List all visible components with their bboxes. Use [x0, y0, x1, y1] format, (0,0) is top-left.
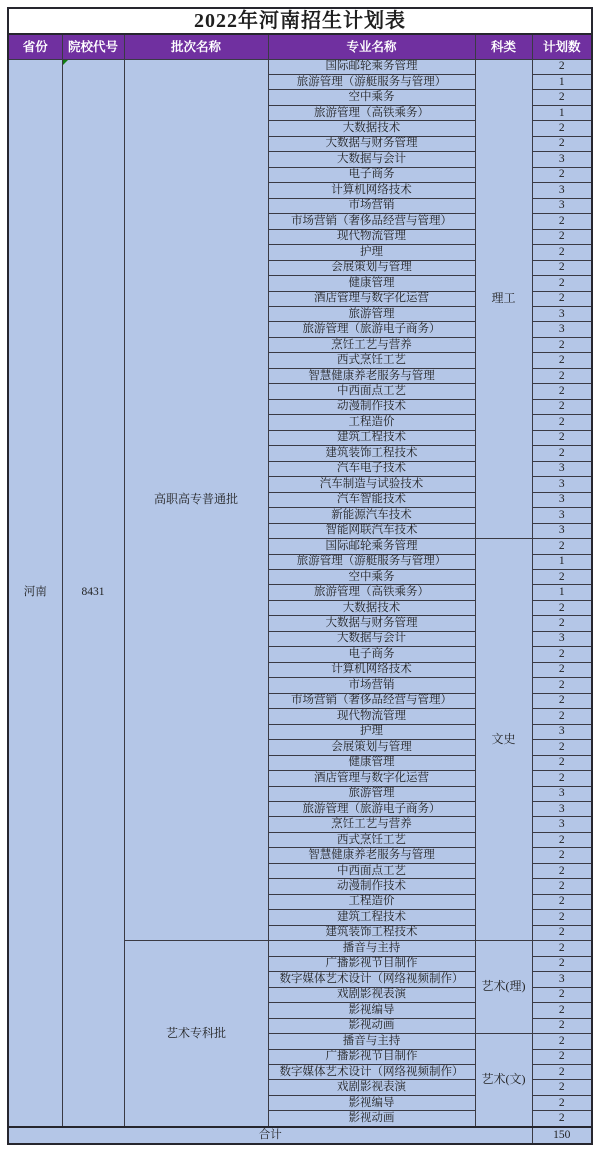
plan-count-cell: 3: [532, 817, 592, 832]
major-cell: 大数据技术: [268, 121, 475, 136]
major-cell: 国际邮轮乘务管理: [268, 539, 475, 554]
plan-count-cell: 2: [532, 121, 592, 136]
major-cell: 旅游管理（游艇服务与管理）: [268, 74, 475, 89]
major-cell: 播音与主持: [268, 1034, 475, 1049]
batch-cell: 艺术专科批: [124, 941, 268, 1127]
plan-count-cell: 3: [532, 322, 592, 337]
plan-count-cell: 2: [532, 1034, 592, 1049]
plan-count-cell: 2: [532, 229, 592, 244]
major-cell: 新能源汽车技术: [268, 508, 475, 523]
plan-count-cell: 2: [532, 539, 592, 554]
major-cell: 智能网联汽车技术: [268, 523, 475, 538]
plan-count-cell: 2: [532, 260, 592, 275]
major-cell: 影视编导: [268, 1095, 475, 1110]
column-header-category: 科类: [475, 34, 532, 59]
category-cell: 理工: [475, 59, 532, 539]
major-cell: 健康管理: [268, 276, 475, 291]
plan-count-cell: 2: [532, 1095, 592, 1110]
plan-count-cell: 2: [532, 941, 592, 956]
plan-count-cell: 2: [532, 430, 592, 445]
major-cell: 会展策划与管理: [268, 260, 475, 275]
major-cell: 智慧健康养老服务与管理: [268, 848, 475, 863]
major-cell: 现代物流管理: [268, 709, 475, 724]
plan-count-cell: 3: [532, 631, 592, 646]
major-cell: 中西面点工艺: [268, 384, 475, 399]
major-cell: 电子商务: [268, 647, 475, 662]
plan-count-cell: 1: [532, 554, 592, 569]
column-header-province: 省份: [8, 34, 62, 59]
plan-count-cell: 2: [532, 368, 592, 383]
plan-count-cell: 2: [532, 848, 592, 863]
plan-count-cell: 2: [532, 755, 592, 770]
column-header-major: 专业名称: [268, 34, 475, 59]
major-cell: 广播影视节目制作: [268, 956, 475, 971]
plan-count-cell: 2: [532, 245, 592, 260]
major-cell: 旅游管理（旅游电子商务）: [268, 802, 475, 817]
plan-count-cell: 2: [532, 415, 592, 430]
total-value-cell: 150: [532, 1127, 592, 1144]
plan-count-cell: 2: [532, 987, 592, 1002]
major-cell: 大数据技术: [268, 600, 475, 615]
batch-cell: 高职高专普通批: [124, 59, 268, 941]
major-cell: 大数据与会计: [268, 631, 475, 646]
major-cell: 西式烹饪工艺: [268, 353, 475, 368]
category-cell: 艺术(文): [475, 1034, 532, 1127]
plan-count-cell: 2: [532, 291, 592, 306]
major-cell: 影视动画: [268, 1111, 475, 1127]
major-cell: 国际邮轮乘务管理: [268, 59, 475, 74]
major-cell: 西式烹饪工艺: [268, 832, 475, 847]
major-cell: 动漫制作技术: [268, 399, 475, 414]
major-cell: 影视编导: [268, 1003, 475, 1018]
major-cell: 数字媒体艺术设计（网络视频制作）: [268, 1064, 475, 1079]
plan-count-cell: 3: [532, 508, 592, 523]
major-cell: 会展策划与管理: [268, 740, 475, 755]
major-cell: 健康管理: [268, 755, 475, 770]
plan-count-cell: 2: [532, 569, 592, 584]
major-cell: 戏剧影视表演: [268, 1080, 475, 1095]
major-cell: 智慧健康养老服务与管理: [268, 368, 475, 383]
major-cell: 计算机网络技术: [268, 662, 475, 677]
major-cell: 大数据与财务管理: [268, 136, 475, 151]
major-cell: 烹饪工艺与营养: [268, 817, 475, 832]
major-cell: 市场营销: [268, 198, 475, 213]
plan-count-cell: 2: [532, 1111, 592, 1127]
plan-count-cell: 2: [532, 910, 592, 925]
plan-count-cell: 3: [532, 786, 592, 801]
plan-count-cell: 2: [532, 925, 592, 940]
major-cell: 护理: [268, 245, 475, 260]
column-header-batch: 批次名称: [124, 34, 268, 59]
major-cell: 旅游管理: [268, 307, 475, 322]
plan-count-cell: 2: [532, 1003, 592, 1018]
major-cell: 工程造价: [268, 415, 475, 430]
major-cell: 建筑装饰工程技术: [268, 925, 475, 940]
major-cell: 烹饪工艺与营养: [268, 337, 475, 352]
major-cell: 空中乘务: [268, 569, 475, 584]
major-cell: 旅游管理: [268, 786, 475, 801]
total-label-cell: 合计: [8, 1127, 532, 1144]
plan-count-cell: 2: [532, 446, 592, 461]
major-cell: 市场营销: [268, 678, 475, 693]
major-cell: 工程造价: [268, 894, 475, 909]
plan-count-cell: 2: [532, 647, 592, 662]
province-cell: 河南: [8, 59, 62, 1127]
plan-count-cell: 3: [532, 307, 592, 322]
major-cell: 酒店管理与数字化运营: [268, 771, 475, 786]
major-cell: 中西面点工艺: [268, 863, 475, 878]
plan-count-cell: 3: [532, 152, 592, 167]
plan-count-cell: 2: [532, 59, 592, 74]
table-row: [8, 59, 592, 74]
major-cell: 大数据与会计: [268, 152, 475, 167]
plan-count-cell: 2: [532, 276, 592, 291]
plan-count-cell: 3: [532, 802, 592, 817]
major-cell: 市场营销（奢侈品经营与管理）: [268, 693, 475, 708]
major-cell: 建筑工程技术: [268, 910, 475, 925]
enrollment-plan-table: [7, 7, 593, 1145]
plan-count-cell: 2: [532, 740, 592, 755]
plan-count-cell: 3: [532, 724, 592, 739]
plan-count-cell: 2: [532, 399, 592, 414]
plan-count-cell: 2: [532, 600, 592, 615]
major-cell: 播音与主持: [268, 941, 475, 956]
major-cell: 空中乘务: [268, 90, 475, 105]
major-cell: 戏剧影视表演: [268, 987, 475, 1002]
major-cell: 旅游管理（高铁乘务）: [268, 105, 475, 120]
major-cell: 护理: [268, 724, 475, 739]
title-row: [8, 8, 592, 34]
plan-count-cell: 2: [532, 384, 592, 399]
plan-count-cell: 2: [532, 90, 592, 105]
plan-count-cell: 2: [532, 771, 592, 786]
plan-count-cell: 2: [532, 956, 592, 971]
plan-count-cell: 1: [532, 585, 592, 600]
total-row: [8, 1127, 592, 1144]
green-triangle-indicator: [63, 60, 68, 65]
column-header-row: [8, 34, 592, 59]
plan-count-cell: 2: [532, 214, 592, 229]
plan-count-cell: 2: [532, 616, 592, 631]
plan-count-cell: 2: [532, 1064, 592, 1079]
plan-count-cell: 2: [532, 167, 592, 182]
major-cell: 市场营销（奢侈品经营与管理）: [268, 214, 475, 229]
major-cell: 影视动画: [268, 1018, 475, 1033]
major-cell: 广播影视节目制作: [268, 1049, 475, 1064]
plan-count-cell: 2: [532, 136, 592, 151]
plan-count-cell: 3: [532, 492, 592, 507]
college-code-value: 8431: [81, 586, 105, 599]
category-cell: 文史: [475, 539, 532, 941]
page-title: 2022年河南招生计划表: [8, 8, 592, 34]
college-code-cell: [62, 59, 124, 1127]
major-cell: 建筑装饰工程技术: [268, 446, 475, 461]
plan-count-cell: 2: [532, 1049, 592, 1064]
plan-count-cell: 2: [532, 693, 592, 708]
plan-count-cell: 1: [532, 74, 592, 89]
plan-count-cell: 3: [532, 523, 592, 538]
major-cell: 电子商务: [268, 167, 475, 182]
major-cell: 建筑工程技术: [268, 430, 475, 445]
major-cell: 计算机网络技术: [268, 183, 475, 198]
major-cell: 现代物流管理: [268, 229, 475, 244]
major-cell: 汽车电子技术: [268, 461, 475, 476]
major-cell: 汽车智能技术: [268, 492, 475, 507]
plan-table-body: [8, 8, 592, 1144]
major-cell: 汽车制造与试验技术: [268, 477, 475, 492]
plan-count-cell: 3: [532, 461, 592, 476]
plan-count-cell: 2: [532, 353, 592, 368]
major-cell: 旅游管理（游艇服务与管理）: [268, 554, 475, 569]
plan-count-cell: 3: [532, 972, 592, 987]
plan-count-cell: 2: [532, 662, 592, 677]
major-cell: 动漫制作技术: [268, 879, 475, 894]
plan-count-cell: 2: [532, 863, 592, 878]
column-header-plan-count: 计划数: [532, 34, 592, 59]
major-cell: 数字媒体艺术设计（网络视频制作）: [268, 972, 475, 987]
plan-count-cell: 2: [532, 1080, 592, 1095]
plan-count-cell: 2: [532, 709, 592, 724]
plan-count-cell: 3: [532, 477, 592, 492]
plan-count-cell: 3: [532, 183, 592, 198]
category-cell: 艺术(理): [475, 941, 532, 1034]
major-cell: 酒店管理与数字化运营: [268, 291, 475, 306]
plan-count-cell: 2: [532, 894, 592, 909]
plan-count-cell: 2: [532, 879, 592, 894]
plan-count-cell: 2: [532, 1018, 592, 1033]
plan-count-cell: 3: [532, 198, 592, 213]
major-cell: 旅游管理（旅游电子商务）: [268, 322, 475, 337]
plan-count-cell: 2: [532, 678, 592, 693]
plan-count-cell: 2: [532, 832, 592, 847]
column-header-college-code: 院校代号: [62, 34, 124, 59]
plan-count-cell: 1: [532, 105, 592, 120]
major-cell: 旅游管理（高铁乘务）: [268, 585, 475, 600]
major-cell: 大数据与财务管理: [268, 616, 475, 631]
plan-count-cell: 2: [532, 337, 592, 352]
